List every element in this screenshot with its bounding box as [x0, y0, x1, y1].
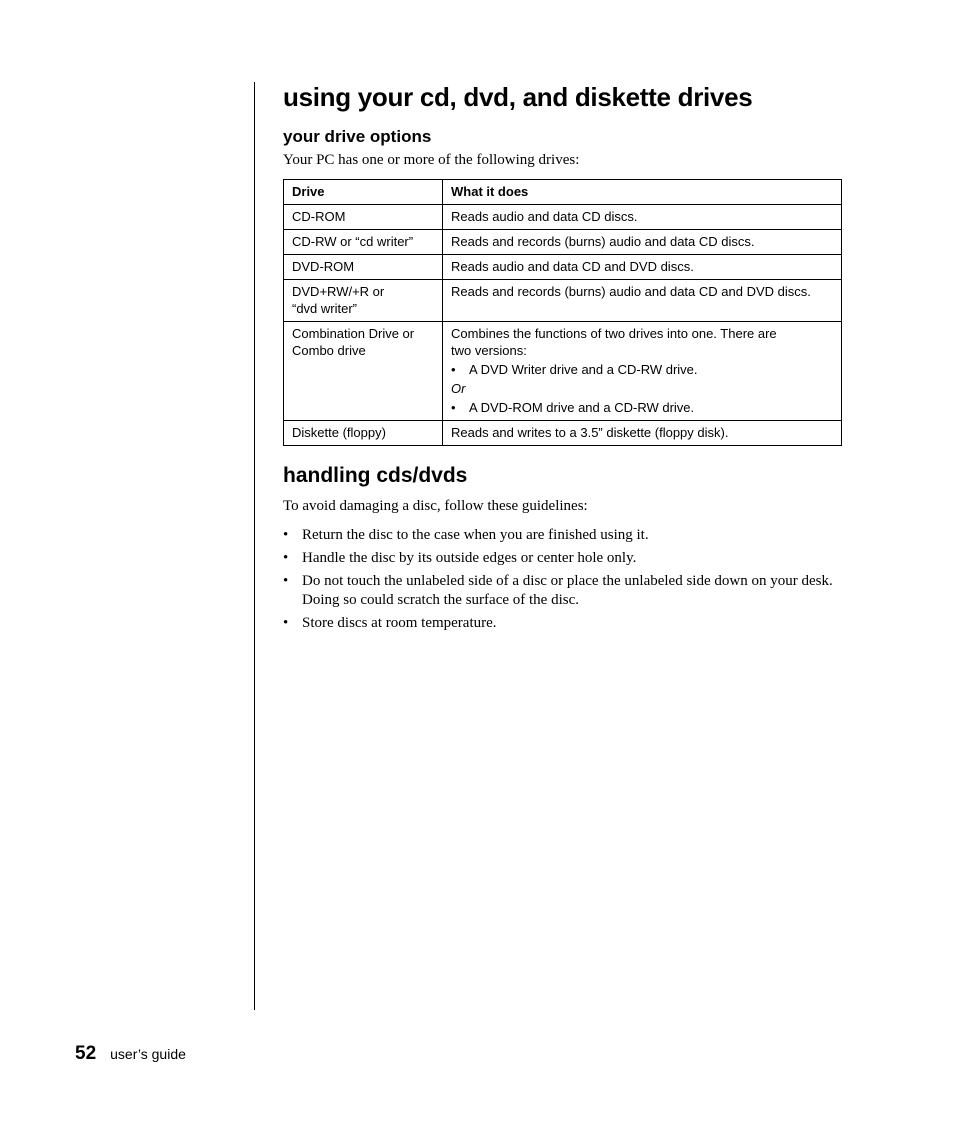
bullet-glyph: •: [283, 550, 289, 566]
table-row: [284, 322, 842, 421]
cell-bullet-text: A DVD Writer drive and a CD-RW drive.: [469, 362, 698, 377]
cell-bullet-item: [451, 399, 833, 416]
handling-heading: handling cds/dvds: [283, 464, 468, 487]
drive-cell: [284, 322, 443, 421]
list-item: [283, 549, 843, 568]
description-cell: [443, 322, 842, 421]
bullet-glyph: •: [451, 362, 456, 377]
bullet-glyph: •: [283, 615, 289, 631]
cell-bullet-text: A DVD-ROM drive and a CD-RW drive.: [469, 400, 695, 415]
bullet-glyph: •: [283, 527, 289, 543]
list-item-text: Handle the disc by its outside edges or center hole only.: [302, 550, 637, 566]
cell-bullet-item: [451, 361, 833, 378]
table-header-row: [284, 180, 842, 205]
margin-rule: [254, 82, 255, 1010]
drive-cell-line: “dvd writer”: [292, 301, 358, 316]
list-item-text: Do not touch the unlabeled side of a disc or place the unlabeled side down on your desk. Doing so could scratch the surface of the disc.: [302, 573, 833, 608]
drives-table: [283, 179, 842, 446]
list-item: [283, 526, 843, 545]
or-text: Or: [451, 381, 466, 396]
list-item: [283, 572, 843, 610]
footer-label: user’s guide: [110, 1046, 186, 1062]
drive-cell-line: Combo drive: [292, 343, 366, 358]
description-cell: Reads audio and data CD discs.: [443, 205, 842, 230]
drive-cell: CD-RW or “cd writer”: [284, 230, 443, 255]
drive-cell: [284, 280, 443, 322]
bullet-glyph: •: [451, 400, 456, 415]
bullet-glyph: •: [283, 573, 289, 589]
drive-cell-line: DVD+RW/+R or: [292, 284, 385, 299]
table-header-drive: Drive: [284, 180, 443, 205]
drive-options-heading: your drive options: [283, 127, 432, 146]
guidelines-list: [283, 526, 843, 633]
drive-cell: Diskette (floppy): [284, 421, 443, 446]
table-row: [284, 280, 842, 322]
description-cell: Reads audio and data CD and DVD discs.: [443, 255, 842, 280]
drive-cell: DVD-ROM: [284, 255, 443, 280]
list-item-text: Return the disc to the case when you are finished using it.: [302, 527, 649, 543]
description-cell: Reads and records (burns) audio and data CD discs.: [443, 230, 842, 255]
description-line: Combines the functions of two drives into one. There are: [451, 326, 777, 341]
page-content: [283, 80, 843, 637]
drive-cell-line: Combination Drive or: [292, 326, 415, 341]
table-row: [284, 230, 842, 255]
description-cell: Reads and writes to a 3.5” diskette (floppy disk).: [443, 421, 842, 446]
page-footer: [75, 1043, 186, 1065]
page-number: 52: [75, 1043, 97, 1064]
list-item: [283, 614, 843, 633]
table-row: [284, 205, 842, 230]
table-header-what-it-does: What it does: [443, 180, 842, 205]
drive-cell: CD-ROM: [284, 205, 443, 230]
description-cell: Reads and records (burns) audio and data CD and DVD discs.: [443, 280, 842, 322]
table-row: [284, 421, 842, 446]
description-line: two versions:: [451, 343, 527, 358]
list-item-text: Store discs at room temperature.: [302, 615, 497, 631]
drive-options-intro: Your PC has one or more of the following drives:: [283, 152, 580, 168]
table-row: [284, 255, 842, 280]
page-title: using your cd, dvd, and diskette drives: [283, 82, 753, 112]
handling-intro: To avoid damaging a disc, follow these guidelines:: [283, 498, 588, 514]
